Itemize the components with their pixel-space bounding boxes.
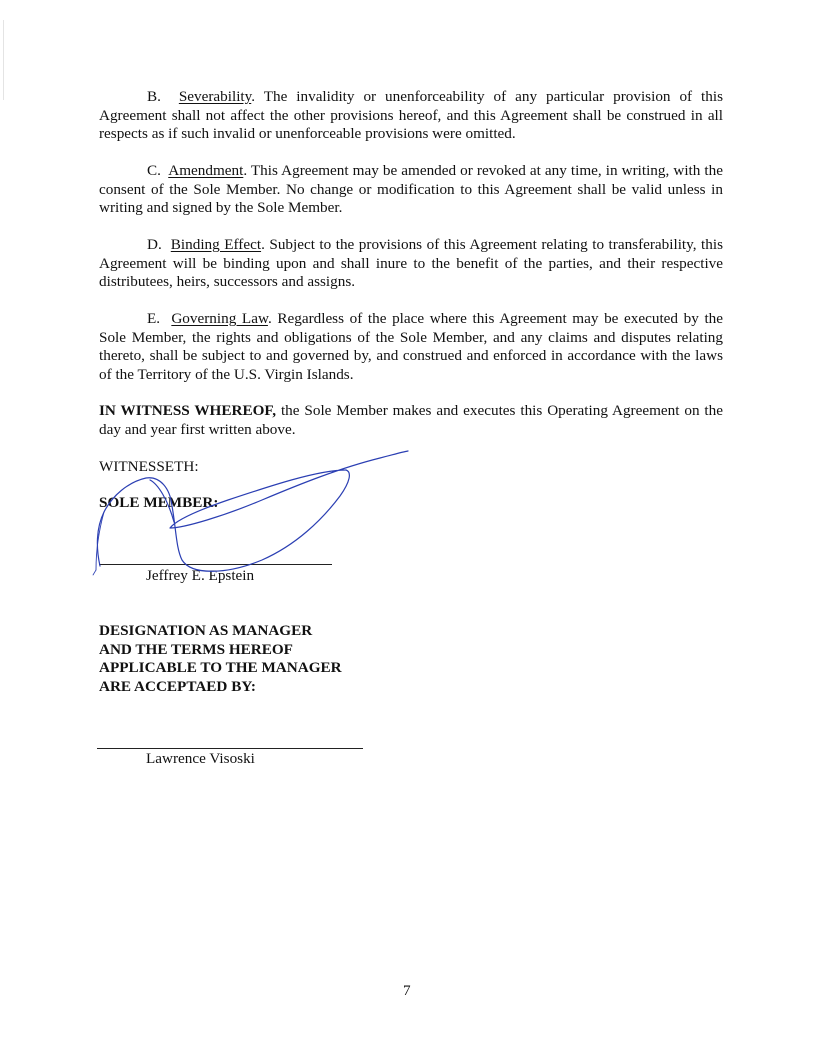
section-heading: Severability [178, 88, 252, 105]
section-amendment [99, 162, 723, 218]
designation-line: DESIGNATION AS MANAGER [99, 622, 313, 639]
section-heading: Governing Law [171, 310, 268, 327]
section-text: . Subject to the provisions of this Agreement relating to transferability, this Agreement will be binding upon and shall inure to the benefit of the parties, and their respective distributees, heirs, successors and assigns. [99, 236, 724, 291]
manager-name: Lawrence Visoski [146, 750, 255, 767]
section-text: . This Agreement may be amended or revoked at any time, in writing, with the consent of the Sole Member. No change or modification to this Agreement shall be valid unless in writing and signed by the Sole Member. [99, 162, 723, 217]
designation-line: ARE ACCEPTAED BY: [99, 677, 256, 695]
section-binding-effect [99, 236, 723, 292]
sole-member-signature-line [99, 564, 332, 565]
designation-line: APPLICABLE TO THE MANAGER [99, 659, 342, 677]
section-letter: B. [147, 88, 161, 105]
section-text: . Regardless of the place where this Agreement may be executed by the Sole Member, the rights and obligations of the Sole Member, and any claims and disputes relating thereto, shall be subject to and governed by, and construed and enforced in accordance with the laws of the Territory of the U.S. Virgin Islands. [99, 310, 724, 383]
section-severability [99, 88, 723, 144]
manager-signature-line [97, 748, 363, 749]
section-text: . The invalidity or unenforceability of any particular provision of this Agreement shall not affect the other provisions hereof, and this Agreement shall be construed in all respects as if such invalid or unenforceable provisions were omitted. [99, 88, 723, 143]
section-heading: Binding Effect [170, 236, 262, 253]
sole-member-name: Jeffrey E. Epstein [146, 567, 255, 584]
designation-line: AND THE TERMS HEREOF [99, 640, 293, 658]
scan-edge-mark [3, 20, 4, 100]
witness-clause [99, 402, 723, 439]
section-governing-law [99, 310, 723, 384]
witness-text: the Sole Member makes and executes this Operating Agreement on the day and year first written above. [99, 402, 723, 438]
witness-lead: IN WITNESS WHEREOF, [99, 402, 277, 419]
witnesseth-label: WITNESSETH: [99, 458, 199, 475]
section-letter: C. [147, 162, 161, 179]
section-letter: D. [147, 236, 162, 253]
designation-block [99, 622, 342, 696]
section-heading: Amendment [168, 162, 244, 179]
section-letter: E. [147, 310, 161, 327]
page-number: 7 [403, 982, 411, 999]
sole-member-label: SOLE MEMBER: [99, 494, 219, 511]
